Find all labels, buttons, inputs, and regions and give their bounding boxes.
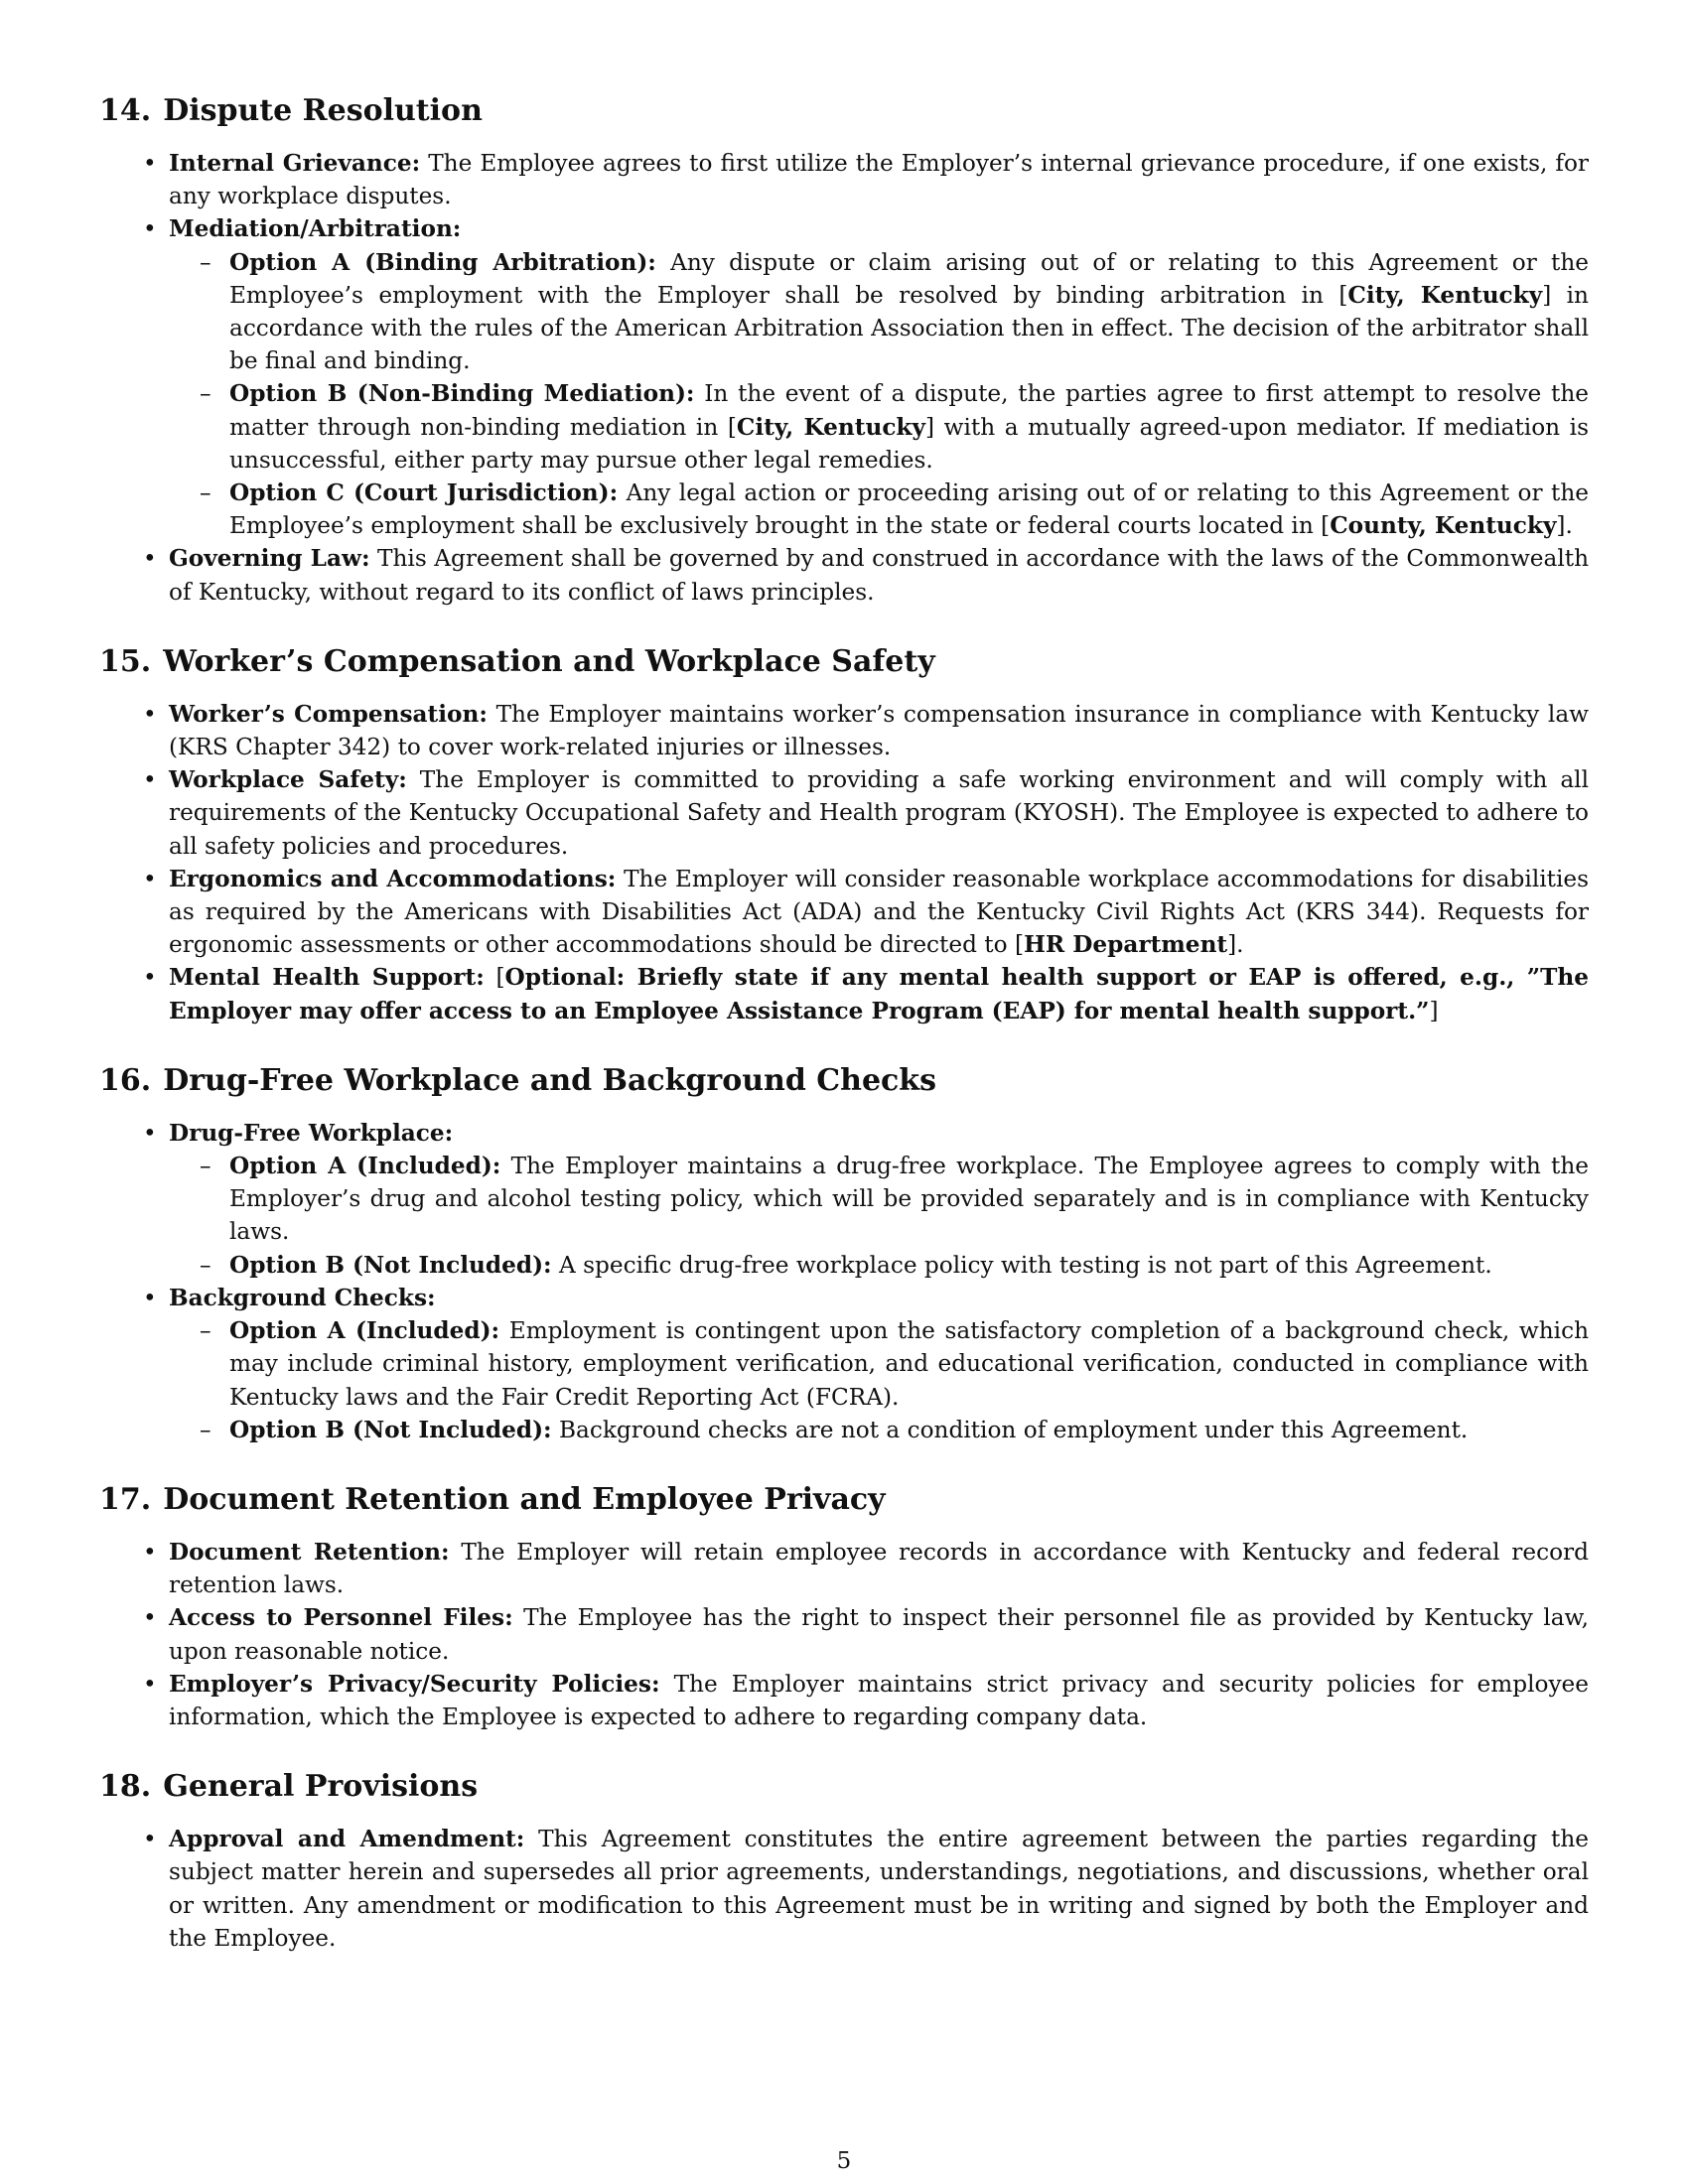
- body-text: This Agreement shall be governed by and construed in accordance with the laws of the Commonwealth of Kentucky, without regard to its conflict of laws principles.: [169, 545, 1589, 606]
- list-item: [169, 698, 1589, 763]
- body-text: The Employer is committed to providing a safe working environment and will comply with all requirements of the Kentucky Occupational Safety and Health program (KYOSH). The Employee is expected to adhere to all safety policies and procedures.: [169, 766, 1589, 860]
- list-item: [169, 212, 1589, 542]
- option-label: Option B (Non-Binding Mediation):: [229, 380, 695, 408]
- sub-list-item: [229, 246, 1589, 378]
- option-label: Option A (Included):: [229, 1153, 501, 1180]
- body-text: The Employee agrees to first utilize the Employer’s internal grievance procedure, if one exists, for any workplace disputes.: [169, 150, 1589, 210]
- option-label: Option C (Court Jurisdiction):: [229, 479, 619, 507]
- section-heading: [99, 1061, 1589, 1101]
- body-text: The Employer maintains a drug-free workplace. The Employee agrees to comply with the Employer’s drug and alcohol testing policy, which will be provided separately and is in compliance with Kentucky laws.: [229, 1153, 1589, 1246]
- section-14: [99, 91, 1589, 609]
- body-text: This Agreement constitutes the entire agreement between the parties regarding the subject matter herein and supersedes all prior agreements, understandings, negotiations, and discussions, whether oral or written. Any amendment or modification to this Agreement must be in writing and signed by both the Employer and the Employee.: [169, 1826, 1589, 1952]
- sub-list-item: [229, 1150, 1589, 1249]
- section-16: [99, 1061, 1589, 1446]
- list-item: [169, 1536, 1589, 1601]
- section-heading: [99, 642, 1589, 682]
- sub-list: [169, 1314, 1589, 1446]
- item-label: Background Checks:: [169, 1284, 436, 1311]
- list-item: [169, 1668, 1589, 1733]
- item-label: Worker’s Compensation:: [169, 700, 488, 728]
- body-text: ].: [1556, 512, 1573, 540]
- item-label: Workplace Safety:: [169, 766, 407, 794]
- bullet-list: [99, 147, 1589, 609]
- item-label: Internal Grievance:: [169, 150, 421, 177]
- option-label: Option A (Binding Arbitration):: [229, 248, 656, 276]
- section-15: [99, 642, 1589, 1027]
- bullet-list: [99, 1536, 1589, 1733]
- body-text: Any dispute or claim arising out of or relating to this Agreement or the Employee’s employment with the Employer shall be resolved by binding arbitration in: [229, 248, 1589, 309]
- item-label: Document Retention:: [169, 1538, 450, 1566]
- page-number: 5: [836, 2148, 852, 2174]
- item-label: Drug-Free Workplace:: [169, 1119, 454, 1147]
- list-item: [169, 1601, 1589, 1667]
- section-title: Worker’s Compensation and Workplace Safety: [163, 643, 935, 679]
- section-number: 18.: [99, 1769, 152, 1805]
- body-text: In the event of a dispute, the parties agree to first attempt to resolve the matter through non-binding mediation in [: [229, 380, 1589, 441]
- bullet-list: [99, 1117, 1589, 1446]
- document-page: [99, 91, 1589, 1988]
- body-text: Employment is contingent upon the satisfactory completion of a background check, which may include criminal history, employment verification, and educational verification, conducted in compliance with Kentucky laws and the Fair Credit Reporting Act (FCRA).: [229, 1317, 1590, 1411]
- placeholder-text: Optional: Briefly state if any mental health support or EAP is offered, e.g., ”The Employer may offer access to an Employee Assistance Program (EAP) for mental health support.”: [169, 964, 1589, 1024]
- section-number: 15.: [99, 643, 152, 679]
- list-item: [169, 1117, 1589, 1282]
- body-text: The Employee has the right to inspect their personnel file as provided by Kentucky law, upon reasonable notice.: [169, 1604, 1589, 1665]
- body-text: The Employer maintains worker’s compensation insurance in compliance with Kentucky law (KRS Chapter 342) to cover work-related injuries or illnesses.: [169, 700, 1589, 761]
- placeholder-text: City, Kentucky: [736, 413, 925, 441]
- sub-list-item: [229, 1414, 1589, 1446]
- placeholder-text: City, Kentucky: [1347, 281, 1543, 309]
- list-item: [169, 147, 1589, 212]
- placeholder-text: HR Department: [1024, 931, 1228, 959]
- item-label: Mental Health Support:: [169, 964, 485, 992]
- body-text: A specific drug-free workplace policy with testing is not part of this Agreement.: [551, 1251, 1492, 1279]
- option-label: Option A (Included):: [229, 1317, 500, 1345]
- list-item: [169, 1823, 1589, 1955]
- list-item: [169, 1282, 1589, 1446]
- body-text: The Employer will consider reasonable workplace accommodations for disabilities as required by the Americans with Disabilities Act (ADA) and the Kentucky Civil Rights Act (KRS 344). Requests for ergonomic assessments or other accommodations should be directed to [: [169, 865, 1590, 959]
- item-label: Access to Personnel Files:: [169, 1604, 513, 1632]
- option-label: Option B (Not Included):: [229, 1416, 552, 1443]
- section-heading: [99, 1480, 1589, 1520]
- section-title: Document Retention and Employee Privacy: [163, 1481, 886, 1517]
- section-title: General Provisions: [163, 1769, 479, 1805]
- body-text: ]: [1429, 997, 1439, 1024]
- section-number: 14.: [99, 93, 152, 128]
- body-text: Background checks are not a condition of employment under this Agreement.: [551, 1416, 1469, 1443]
- list-item: [169, 542, 1589, 608]
- section-heading: [99, 1767, 1589, 1807]
- item-label: Employer’s Privacy/Security Policies:: [169, 1670, 660, 1698]
- section-title: Drug-Free Workplace and Background Checks: [163, 1062, 936, 1098]
- body-text: ].: [1227, 931, 1244, 959]
- sub-list-item: [229, 1314, 1589, 1414]
- body-text: ] in accordance with the rules of the American Arbitration Association then in effect. The decision of the arbitrator shall be final and binding.: [229, 281, 1589, 375]
- body-text: The Employer will retain employee records in accordance with Kentucky and federal record retention laws.: [169, 1538, 1589, 1599]
- sub-list: [169, 1150, 1589, 1282]
- section-title: Dispute Resolution: [163, 93, 483, 128]
- body-text: The Employer maintains strict privacy and security policies for employee information, which the Employee is expected to adhere to regarding company data.: [169, 1670, 1589, 1730]
- section-heading: [99, 91, 1589, 131]
- list-item: [169, 763, 1589, 863]
- section-number: 16.: [99, 1062, 152, 1098]
- section-18: [99, 1767, 1589, 1955]
- item-label: Approval and Amendment:: [169, 1826, 525, 1853]
- option-label: Option B (Not Included):: [229, 1251, 552, 1279]
- list-item: [169, 863, 1589, 962]
- item-label: Mediation/Arbitration:: [169, 215, 462, 243]
- sub-list-item: [229, 1249, 1589, 1282]
- body-text: [: [484, 964, 505, 992]
- item-label: Governing Law:: [169, 545, 370, 573]
- item-label: Ergonomics and Accommodations:: [169, 865, 617, 892]
- list-item: [169, 961, 1589, 1026]
- sub-list-item: [229, 477, 1589, 542]
- section-17: [99, 1480, 1589, 1733]
- sub-list: [169, 246, 1589, 543]
- sub-list-item: [229, 377, 1589, 477]
- section-number: 17.: [99, 1481, 152, 1517]
- body-text: Any legal action or proceeding arising out of or relating to this Agreement or the Employee’s employment shall be exclusively brought in the state or federal courts located in [: [229, 479, 1589, 540]
- body-text: ] with a mutually agreed-upon mediator. If mediation is unsuccessful, either party may pursue other legal remedies.: [229, 413, 1589, 474]
- body-text: [: [1338, 281, 1348, 309]
- placeholder-text: County, Kentucky: [1330, 512, 1557, 540]
- bullet-list: [99, 1823, 1589, 1955]
- bullet-list: [99, 698, 1589, 1027]
